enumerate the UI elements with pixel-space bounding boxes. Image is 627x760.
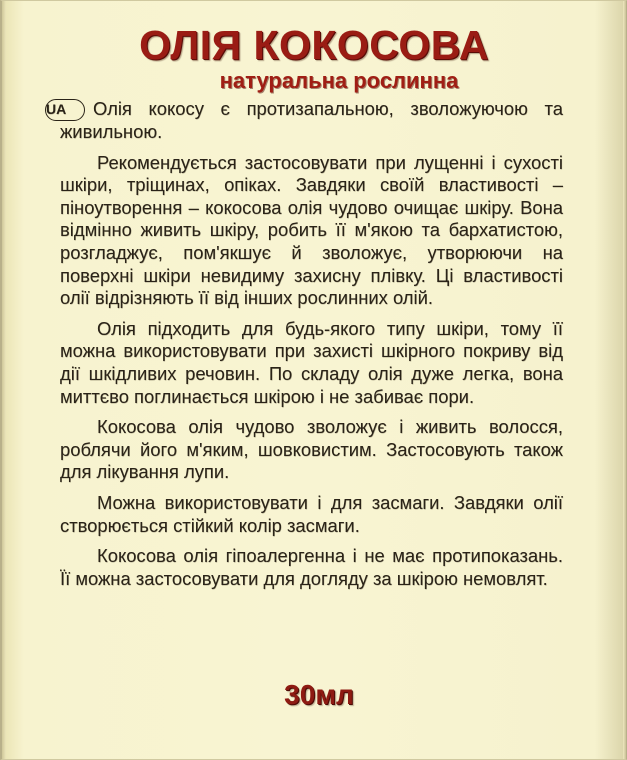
ua-language-badge: UA [45,99,85,121]
product-title: ОЛІЯ КОКОСОВА [139,22,489,68]
product-subtitle: натуральна рослинна [219,68,459,93]
description-text [46,98,563,598]
paragraph-intro-text: Олія кокосу є протизапальною, зволожуючою та живильною. [60,98,563,142]
paragraph-hair: Кокосова олія чудово зволожує і живить волосся, роблячи його м'яким, шовковистим. Застосовують також для лікування лупи. [60,416,563,483]
product-volume: 30мл [284,679,354,710]
paragraph-tanning: Можна використовувати і для засмаги. Завдяки олії створюється стійкий колір засмаги. [60,491,563,536]
paragraph-usage: Рекомендується застосовувати при лущенні і сухості шкіри, тріщинах, опіках. Завдяки своїй властивості – піноутворення – кокосова олія чудово очищає шкіру. Вона відмінно живить шкіру, робить її м'якою та бархатистою, розгладжує, пом'якшує й зволожує, утворюючи на поверхні шкіри невидиму захисну плівку. Ці властивості олії відрізняють її від інших рослинних олій. [60,151,563,309]
paragraph-skin-types: Олія підходить для будь-якого типу шкіри, тому її можна використовувати при захисті шкірного покриву від дії шкідливих речовин. По складу олія дуже легка, вона миттєво поглинається шкірою і не забиває пори. [60,317,563,407]
paragraph-hypoallergenic: Кокосова олія гіпоалергенна і не має протипоказань. Її можна застосовувати для догляду за шкірою немовлят. [60,545,563,589]
paragraph-intro [46,98,563,144]
